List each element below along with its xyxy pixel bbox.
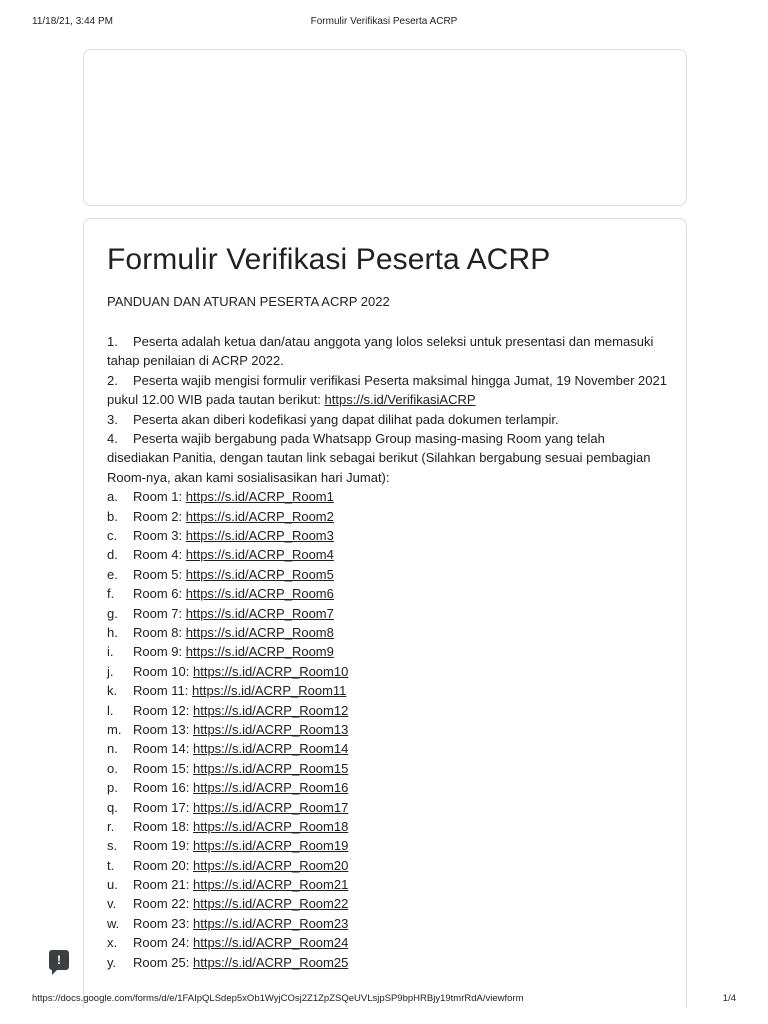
- room-item: [107, 759, 667, 778]
- room-letter: b.: [107, 508, 118, 524]
- room-item: [107, 701, 667, 720]
- form-subtitle: PANDUAN DAN ATURAN PESERTA ACRP 2022: [107, 294, 390, 309]
- rule-number: 2.: [107, 372, 118, 388]
- room-letter: e.: [107, 566, 118, 582]
- room-letter: m.: [107, 721, 122, 737]
- print-footer: [32, 993, 736, 1007]
- room-label: Room 1:: [133, 489, 186, 505]
- room-label: Room 21:: [133, 877, 193, 893]
- room-label: Room 23:: [133, 915, 193, 931]
- rule-text: Peserta akan diberi kodefikasi yang dapat dilihat pada dokumen terlampir.: [133, 411, 559, 427]
- room-label: Room 18:: [133, 818, 193, 834]
- room-item: [107, 894, 667, 913]
- room-link[interactable]: https://s.id/ACRP_Room17: [192, 799, 349, 815]
- rule-item: [107, 429, 667, 487]
- room-letter: d.: [107, 547, 118, 563]
- room-letter: f.: [107, 586, 115, 602]
- room-label: Room 20:: [133, 857, 193, 873]
- print-doc-title: Formulir Verifikasi Peserta ACRP: [310, 16, 458, 27]
- rooms-list: [107, 487, 667, 972]
- room-item: [107, 739, 667, 758]
- room-label: Room 11:: [133, 683, 193, 699]
- room-letter: k.: [107, 683, 118, 699]
- room-item: [107, 662, 667, 681]
- room-letter: a.: [107, 489, 118, 505]
- room-item: [107, 933, 667, 952]
- room-label: Room 14:: [133, 741, 193, 757]
- room-item: [107, 681, 667, 700]
- room-item: [107, 856, 667, 875]
- room-link[interactable]: https://s.id/ACRP_Room18: [192, 818, 349, 834]
- room-letter: v.: [107, 896, 117, 912]
- rule-number: 3.: [107, 411, 118, 427]
- room-item: [107, 487, 667, 506]
- room-link[interactable]: https://s.id/ACRP_Room25: [192, 954, 349, 970]
- print-header: [32, 16, 736, 30]
- room-item: [107, 565, 667, 584]
- room-link[interactable]: https://s.id/ACRP_Room1: [185, 489, 334, 505]
- room-label: Room 15:: [133, 760, 193, 776]
- room-link[interactable]: https://s.id/ACRP_Room11: [192, 683, 347, 699]
- room-letter: g.: [107, 605, 118, 621]
- room-letter: r.: [107, 818, 115, 834]
- room-letter: l.: [107, 702, 114, 718]
- room-letter: s.: [107, 838, 118, 854]
- room-label: Room 5:: [133, 566, 186, 582]
- room-item: [107, 623, 667, 642]
- room-item: [107, 953, 667, 972]
- room-label: Room 16:: [133, 780, 193, 796]
- room-item: [107, 875, 667, 894]
- room-label: Room 8:: [133, 624, 186, 640]
- feedback-icon[interactable]: !: [49, 950, 69, 970]
- room-letter: q.: [107, 799, 118, 815]
- room-label: Room 25:: [133, 954, 193, 970]
- room-label: Room 24:: [133, 935, 193, 951]
- room-label: Room 10:: [133, 663, 193, 679]
- room-letter: p.: [107, 780, 118, 796]
- form-description: [107, 332, 667, 972]
- room-link[interactable]: https://s.id/ACRP_Room24: [192, 935, 349, 951]
- room-link[interactable]: https://s.id/ACRP_Room13: [192, 721, 349, 737]
- room-item: [107, 604, 667, 623]
- room-letter: n.: [107, 741, 118, 757]
- rules-list: [107, 332, 667, 487]
- room-item: [107, 836, 667, 855]
- rule-text: Peserta wajib bergabung pada Whatsapp Group masing-masing Room yang telah disediakan Panitia, dengan tautan link sebagai berikut (Silahkan bergabung sesuai pembagian Room-nya, akan kami sosialisasikan hari Jumat):: [107, 431, 651, 485]
- room-item: [107, 584, 667, 603]
- room-label: Room 19:: [133, 838, 193, 854]
- room-label: Room 12:: [133, 702, 193, 718]
- room-link[interactable]: https://s.id/ACRP_Room4: [185, 547, 334, 563]
- room-label: Room 13:: [133, 721, 193, 737]
- room-item: [107, 526, 667, 545]
- room-letter: x.: [107, 935, 118, 951]
- room-item: [107, 817, 667, 836]
- room-link[interactable]: https://s.id/ACRP_Room3: [185, 528, 334, 544]
- rule-number: 4.: [107, 431, 118, 447]
- room-label: Room 7:: [133, 605, 186, 621]
- room-item: [107, 914, 667, 933]
- room-link[interactable]: https://s.id/ACRP_Room20: [192, 857, 349, 873]
- room-letter: u.: [107, 877, 118, 893]
- rule-item: [107, 410, 667, 429]
- rule-number: 1.: [107, 334, 118, 349]
- room-link[interactable]: https://s.id/ACRP_Room14: [192, 741, 349, 757]
- page-number: 1/4: [722, 993, 736, 1004]
- rule-item: [107, 371, 667, 410]
- room-letter: t.: [107, 857, 115, 873]
- room-link[interactable]: https://s.id/ACRP_Room23: [192, 915, 349, 931]
- room-item: [107, 720, 667, 739]
- room-link[interactable]: https://s.id/ACRP_Room6: [185, 586, 334, 602]
- room-link[interactable]: https://s.id/ACRP_Room12: [192, 702, 349, 718]
- room-link[interactable]: https://s.id/ACRP_Room15: [192, 760, 349, 776]
- room-link[interactable]: https://s.id/ACRP_Room8: [185, 624, 334, 640]
- room-label: Room 17:: [133, 799, 193, 815]
- rule-text: Peserta wajib mengisi formulir verifikasi Peserta maksimal hingga Jumat, 19 November 2021 pukul 12.00 WIB pada tautan berikut:: [107, 372, 667, 408]
- room-label: Room 22:: [133, 896, 193, 912]
- rule-text: Peserta adalah ketua dan/atau anggota yang lolos seleksi untuk presentasi dan memasuki tahap penilaian di ACRP 2022.: [107, 334, 654, 369]
- room-letter: i.: [107, 644, 114, 660]
- room-link[interactable]: https://s.id/ACRP_Room21: [192, 877, 349, 893]
- room-letter: h.: [107, 624, 118, 640]
- header-banner-card: [83, 49, 687, 206]
- room-letter: c.: [107, 528, 118, 544]
- print-datetime: 11/18/21, 3:44 PM: [32, 16, 113, 27]
- rule-item: [107, 332, 667, 371]
- room-link[interactable]: https://s.id/ACRP_Room19: [192, 838, 349, 854]
- verification-link[interactable]: https://s.id/VerifikasiACRP: [324, 392, 476, 408]
- room-label: Room 2:: [133, 508, 186, 524]
- room-item: [107, 545, 667, 564]
- room-link[interactable]: https://s.id/ACRP_Room5: [185, 566, 334, 582]
- room-link[interactable]: https://s.id/ACRP_Room2: [185, 508, 334, 524]
- room-label: Room 9:: [133, 644, 186, 660]
- room-letter: j.: [107, 663, 114, 679]
- form-title: Formulir Verifikasi Peserta ACRP: [107, 243, 551, 276]
- room-label: Room 6:: [133, 586, 186, 602]
- room-item: [107, 778, 667, 797]
- room-label: Room 3:: [133, 528, 186, 544]
- room-item: [107, 798, 667, 817]
- room-link[interactable]: https://s.id/ACRP_Room10: [192, 663, 349, 679]
- room-link[interactable]: https://s.id/ACRP_Room7: [185, 605, 334, 621]
- room-letter: w.: [107, 915, 120, 931]
- room-link[interactable]: https://s.id/ACRP_Room22: [192, 896, 349, 912]
- room-label: Room 4:: [133, 547, 186, 563]
- room-letter: y.: [107, 954, 117, 970]
- room-link[interactable]: https://s.id/ACRP_Room16: [192, 780, 349, 796]
- print-url: https://docs.google.com/forms/d/e/1FAIpQLSdep5xOb1WyjCOsj2Z1ZpZSQeUVLsjpSP9bpHRBjy19tmrRdA/viewform: [32, 993, 524, 1004]
- room-item: [107, 507, 667, 526]
- room-link[interactable]: https://s.id/ACRP_Room9: [185, 644, 334, 660]
- room-item: [107, 642, 667, 661]
- room-letter: o.: [107, 760, 118, 776]
